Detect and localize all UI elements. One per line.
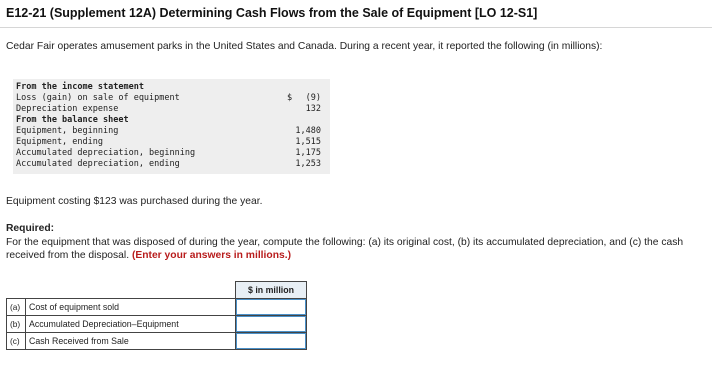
info-row: [16, 126, 330, 137]
answer-row-a: [7, 299, 307, 316]
info-row: [16, 104, 330, 115]
info-row: [16, 159, 330, 170]
info-row-value: (9): [305, 93, 321, 103]
required-question: For the equipment that was disposed of during the year, compute the following: (a) its original cost, (b) its accumulated depreciation, and (c) the cash received from the disposal.: [6, 237, 684, 261]
answer-row-label: Cash Received from Sale: [26, 333, 236, 350]
info-row: [16, 82, 330, 93]
info-row-value: 1,515: [295, 137, 321, 147]
required-heading: Required:: [6, 223, 55, 234]
required-text: [6, 236, 706, 262]
answer-table: [6, 281, 307, 350]
cash-received-input[interactable]: [236, 333, 306, 349]
answer-row-tag: (a): [7, 299, 26, 316]
answer-table-header-row: [7, 282, 307, 299]
answer-table-corner: [7, 282, 236, 299]
info-row: [16, 148, 330, 159]
info-row-label: Equipment, beginning: [16, 126, 119, 136]
info-row: [16, 115, 330, 126]
info-row-label: Accumulated depreciation, ending: [16, 159, 180, 169]
info-row-label: Equipment, ending: [16, 137, 103, 147]
required-instruction: (Enter your answers in millions.): [131, 250, 292, 261]
answer-row-c: [7, 333, 307, 350]
info-row-label: From the balance sheet: [16, 115, 129, 125]
cost-of-equipment-sold-input[interactable]: [236, 299, 306, 315]
answer-row-tag: (c): [7, 333, 26, 350]
answer-row-label: Accumulated Depreciation–Equipment: [26, 316, 236, 333]
info-row-value: 1,480: [295, 126, 321, 136]
answer-row-label: Cost of equipment sold: [26, 299, 236, 316]
answer-row-tag: (b): [7, 316, 26, 333]
info-row-label: Depreciation expense: [16, 104, 119, 114]
financial-info-table: [13, 79, 330, 174]
intro-text: Cedar Fair operates amusement parks in the United States and Canada. During a recent year, it reported the following (in millions):: [6, 41, 603, 52]
info-row-value: 1,253: [295, 159, 321, 169]
info-row-label: Loss (gain) on sale of equipment: [16, 93, 180, 103]
accumulated-depreciation-input[interactable]: [236, 316, 306, 332]
info-row: [16, 137, 330, 148]
info-row: [16, 93, 330, 104]
purchase-note: Equipment costing $123 was purchased during the year.: [6, 196, 263, 207]
answer-cell: [236, 299, 307, 316]
info-row-value: 1,175: [295, 148, 321, 158]
info-row-dollar: $: [287, 93, 293, 103]
info-row-label: Accumulated depreciation, beginning: [16, 148, 196, 158]
answer-cell: [236, 316, 307, 333]
info-row-value: 132: [305, 104, 321, 114]
page-title: E12-21 (Supplement 12A) Determining Cash Flows from the Sale of Equipment [LO 12-S1]: [6, 6, 538, 20]
info-row-label: From the income statement: [16, 82, 144, 92]
title-divider: [0, 27, 712, 28]
answer-column-header: $ in million: [236, 282, 307, 299]
answer-cell: [236, 333, 307, 350]
answer-row-b: [7, 316, 307, 333]
